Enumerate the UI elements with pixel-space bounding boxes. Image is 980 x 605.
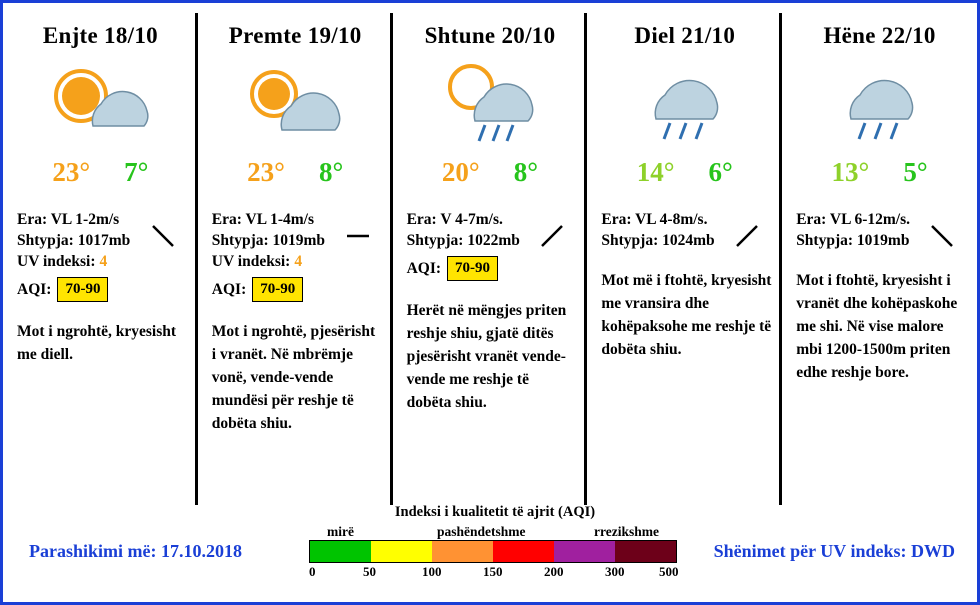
day-title: Diel 21/10 [634, 23, 736, 48]
aqi-label: AQI: [17, 281, 52, 298]
sun-behind-cloud-icon [11, 55, 190, 151]
forecast-date: Parashikimi më: 17.10.2018 [29, 541, 242, 561]
day-details [790, 209, 969, 251]
day-title: Shtune 20/10 [424, 23, 556, 48]
day-description: Mot i ngrohtë, kryesisht me diell. [17, 323, 177, 363]
temp-max: 23° [247, 157, 285, 187]
temp-max: 20° [441, 157, 480, 187]
aqi-row [407, 256, 580, 281]
aqi-band-hazardous [615, 541, 676, 562]
aqi-row [17, 277, 190, 302]
temp-min: 7° [124, 157, 149, 187]
aqi-tick-50: 50 [363, 564, 376, 579]
day-description: Mot më i ftohtë, kryesisht me vransira dhe kohëpaksohe me reshje të dobëta shiu. [601, 272, 772, 358]
wind-text: Era: VL 4-8m/s. [601, 211, 708, 228]
arrow-down-right-icon [929, 223, 955, 249]
wind-text: Era: V 4-7m/s. [406, 211, 503, 228]
day-title: Enjte 18/10 [42, 23, 158, 48]
cloud-rain-icon [790, 55, 969, 151]
temp-max: 13° [831, 157, 870, 187]
temp-max: 14° [636, 157, 675, 187]
temperature-row [206, 157, 385, 191]
uv-index-row [212, 251, 385, 272]
forecast-columns [3, 9, 977, 509]
uv-index-label: UV indeksi: [211, 253, 291, 270]
pressure-text: Shtypja: 1019mb [796, 232, 910, 249]
day-description: Mot i ngrohtë, pjesërisht i vranët. Në mbrëmje vonë, vende-vende mundësi për reshje të dobëta shiu. [211, 323, 376, 432]
temp-min: 6° [708, 157, 733, 187]
temperature-row [401, 157, 580, 191]
aqi-badge: 70-90 [447, 256, 498, 281]
forecast-day-column [587, 9, 782, 509]
arrow-up-right-icon [734, 223, 760, 249]
temperature-row [11, 157, 190, 191]
temp-min: 8° [318, 157, 344, 187]
aqi-label-good: mirë [327, 524, 354, 539]
aqi-badge: 70-90 [57, 277, 108, 302]
day-title: Premte 19/10 [228, 23, 362, 48]
arrow-up-right-icon [539, 223, 565, 249]
aqi-tick-100: 100 [422, 564, 442, 579]
aqi-tick-200: 200 [544, 564, 564, 579]
pressure-text: Shtypja: 1019mb [211, 232, 326, 249]
temp-min: 5° [903, 157, 928, 187]
aqi-label: AQI: [211, 281, 247, 298]
uv-index-value: 4 [99, 253, 108, 270]
aqi-tick-0: 0 [309, 564, 316, 579]
day-details [595, 209, 774, 251]
aqi-badge: 70-90 [252, 277, 303, 302]
arrow-horizontal-icon [345, 223, 371, 249]
temp-min: 8° [513, 157, 539, 187]
wind-text: Era: VL 1-2m/s [17, 211, 120, 228]
wind-text: Era: VL 6-12m/s. [796, 211, 911, 228]
day-details [11, 209, 190, 302]
pressure-text: Shtypja: 1017mb [17, 232, 131, 249]
day-title: Hëne 22/10 [823, 23, 936, 48]
aqi-band-sensitive [432, 541, 493, 562]
aqi-band-unhealthy [493, 541, 554, 562]
aqi-label-unhealthy: pashëndetshme [437, 524, 526, 539]
wind-text: Era: VL 1-4m/s [211, 211, 314, 228]
temperature-row [790, 157, 969, 191]
temperature-row [595, 157, 774, 191]
pressure-text: Shtypja: 1024mb [601, 232, 715, 249]
day-details [401, 209, 580, 281]
aqi-label-hazardous: rrezikshme [594, 524, 659, 539]
day-description: Herët në mëngjes priten reshje shiu, gjatë ditës pjesërisht vranët vende-vende me reshje të dobëta shiu. [406, 302, 567, 411]
uv-source-note: Shënimet për UV indeks: DWD [713, 541, 955, 561]
aqi-tick-150: 150 [483, 564, 503, 579]
aqi-color-bar [309, 540, 677, 563]
arrow-down-right-icon [150, 223, 176, 249]
cloud-rain-icon [595, 55, 774, 151]
sun-behind-cloud-icon [206, 55, 385, 151]
aqi-band-very-unhealthy [554, 541, 615, 562]
forecast-day-column [393, 9, 588, 509]
aqi-tick-500: 500 [659, 564, 679, 579]
aqi-legend [309, 504, 681, 580]
forecast-day-column [198, 9, 393, 509]
aqi-band-good [310, 541, 371, 562]
pressure-text: Shtypja: 1022mb [406, 232, 520, 249]
uv-index-row [17, 251, 190, 272]
forecast-day-column [3, 9, 198, 509]
aqi-legend-labels [309, 524, 681, 540]
aqi-tick-300: 300 [605, 564, 625, 579]
day-description: Mot i ftohtë, kryesisht i vranët dhe kohëpaskohe me shi. Në vise malore mbi 1200-1500m priten edhe reshje bore. [796, 272, 958, 381]
temp-max: 23° [52, 157, 91, 187]
aqi-row [212, 277, 385, 302]
aqi-scale [309, 564, 679, 580]
uv-index-label: UV indeksi: [17, 253, 96, 270]
forecast-day-column [782, 9, 977, 509]
uv-index-value: 4 [294, 253, 303, 270]
aqi-label: AQI: [406, 260, 442, 277]
day-details [206, 209, 385, 302]
aqi-band-moderate [371, 541, 432, 562]
sun-cloud-rain-icon [401, 55, 580, 151]
aqi-legend-title: Indeksi i kualitetit të ajrit (AQI) [394, 504, 596, 520]
